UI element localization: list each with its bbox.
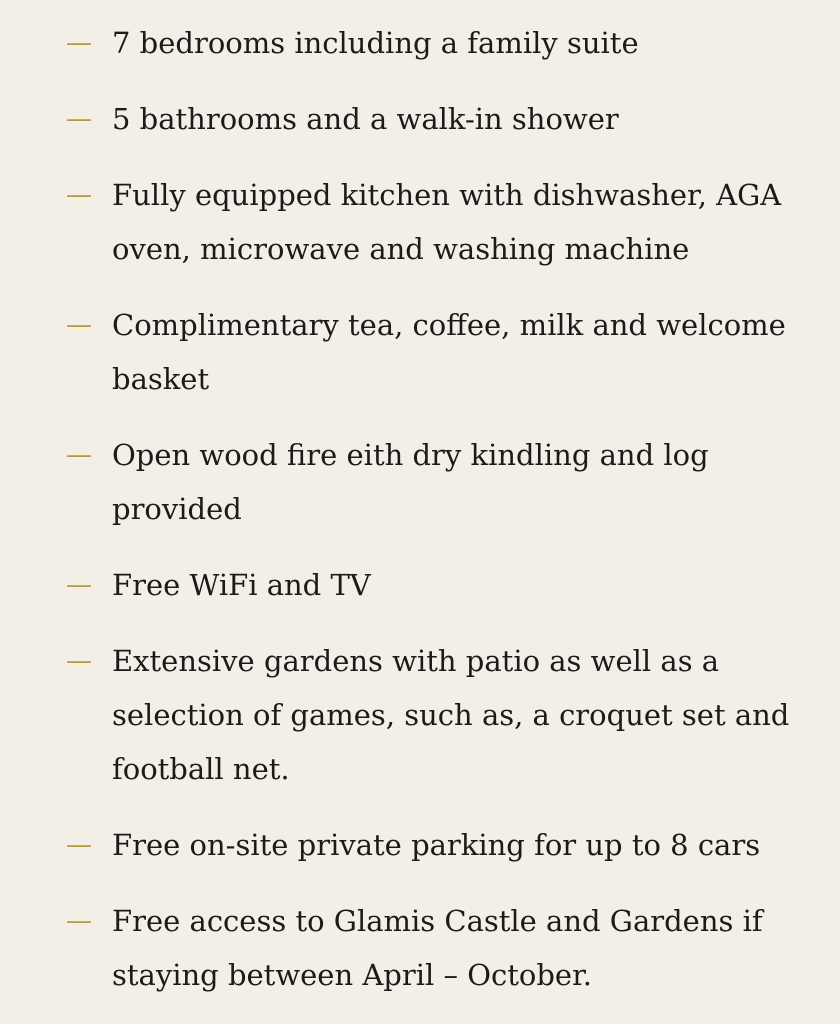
amenity-text: Free WiFi and TV [112, 568, 371, 602]
amenity-text: Free on-site private parking for up to 8 cars [112, 828, 761, 862]
list-item [0, 894, 840, 1002]
dash-bullet-icon: — [66, 28, 92, 58]
list-item [0, 818, 840, 872]
dash-bullet-icon: — [66, 646, 92, 676]
amenity-text: Open wood fire eith dry kindling and log provided [112, 438, 709, 526]
dash-bullet-icon: — [66, 830, 92, 860]
amenity-text: Complimentary tea, coffee, milk and welcome basket [112, 308, 786, 396]
dash-bullet-icon: — [66, 310, 92, 340]
amenity-text: 5 bathrooms and a walk-in shower [112, 102, 619, 136]
list-item [0, 16, 840, 70]
dash-bullet-icon: — [66, 906, 92, 936]
list-item [0, 168, 840, 276]
amenity-text: Extensive gardens with patio as well as a selection of games, such as, a croquet set and football net. [112, 644, 790, 786]
list-item [0, 428, 840, 536]
list-item [0, 298, 840, 406]
dash-bullet-icon: — [66, 180, 92, 210]
amenity-text: 7 bedrooms including a family suite [112, 26, 639, 60]
dash-bullet-icon: — [66, 440, 92, 470]
dash-bullet-icon: — [66, 570, 92, 600]
list-item [0, 92, 840, 146]
dash-bullet-icon: — [66, 104, 92, 134]
amenity-text: Fully equipped kitchen with dishwasher, AGA oven, microwave and washing machine [112, 178, 782, 266]
amenity-text: Free access to Glamis Castle and Gardens if staying between April – October. [112, 904, 763, 992]
list-item [0, 634, 840, 796]
list-item [0, 558, 840, 612]
